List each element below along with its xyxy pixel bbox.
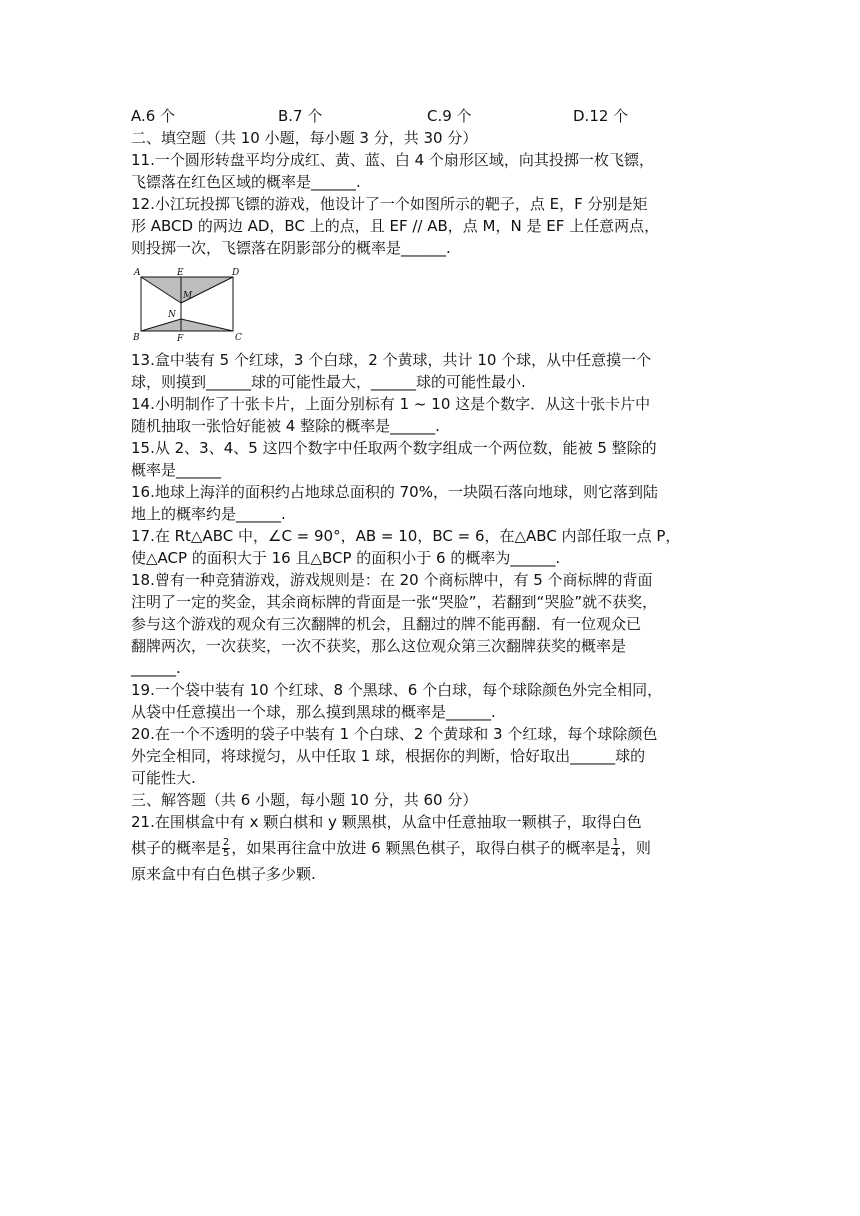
q17-line: 17.在 Rt△ABC 中，∠C = 90°，AB = 10，BC = 6，在△ABC 内部任取一点 P，	[131, 527, 681, 545]
q17-line: 使△ACP 的面积大于 16 且△BCP 的面积小于 6 的概率为______.	[131, 549, 561, 567]
fraction-two-fifths	[222, 838, 230, 859]
section2-heading: 二、填空题（共 10 小题，每小题 3 分，共 30 分）	[131, 129, 478, 147]
q21-line	[131, 833, 731, 863]
question-20	[131, 723, 731, 789]
question-18	[131, 569, 731, 679]
q20-line: 可能性大.	[131, 769, 196, 787]
q21-text: ，如果再往盒中放进 6 颗黑色棋子，取得白棋子的概率是	[231, 839, 611, 857]
fraction-numerator: 1	[612, 837, 619, 848]
answer-options	[131, 105, 731, 127]
fraction-numerator: 2	[223, 837, 230, 848]
fraction-denominator: 5	[223, 848, 230, 859]
label-b: B	[133, 333, 140, 343]
q18-line: 参与这个游戏的观众有三次翻牌的机会，且翻过的牌不能再翻．有一位观众已	[131, 615, 642, 633]
q21-line: 原来盒中有白色棋子多少颗.	[131, 865, 316, 883]
section3-heading: 三、解答题（共 6 小题，每小题 10 分，共 60 分）	[131, 791, 478, 809]
exam-content	[131, 105, 731, 885]
label-e: E	[177, 268, 184, 278]
q16-line: 16.地球上海洋的面积约占地球总面积的 70%，一块陨石落向地球，则它落到陆	[131, 483, 658, 501]
option-b: B.7 个	[278, 107, 323, 125]
question-17	[131, 525, 731, 569]
label-n: N	[168, 310, 176, 320]
dartboard-figure	[131, 267, 731, 343]
q20-line: 20.在一个不透明的袋子中装有 1 个白球、2 个黄球和 3 个红球，每个球除颜色	[131, 725, 658, 743]
label-a: A	[134, 268, 141, 278]
q14-line: 随机抽取一张恰好能被 4 整除的概率是______.	[131, 417, 440, 435]
option-c: C.9 个	[427, 107, 472, 125]
q18-line: ______.	[131, 659, 181, 677]
q11-line: 飞镖落在红色区域的概率是______.	[131, 173, 361, 191]
question-12	[131, 193, 731, 259]
q14-line: 14.小明制作了十张卡片，上面分别标有 1 ~ 10 这是个数字．从这十张卡片中	[131, 395, 651, 413]
q12-line: 形 ABCD 的两边 AD，BC 上的点，且 EF // AB，点 M，N 是 EF 上任意两点，	[131, 217, 660, 235]
q13-line: 球，则摸到______球的可能性最大，______球的可能性最小.	[131, 373, 526, 391]
q15-line: 概率是______	[131, 461, 222, 479]
q21-line: 21.在围棋盒中有 x 颗白棋和 y 颗黑棋，从盒中任意抽取一颗棋子，取得白色	[131, 813, 642, 831]
question-14	[131, 393, 731, 437]
q18-line: 翻牌两次，一次获奖，一次不获奖，那么这位观众第三次翻牌获奖的概率是	[131, 637, 627, 655]
question-19	[131, 679, 731, 723]
q19-line: 19.一个袋中装有 10 个红球、8 个黑球、6 个白球，每个球除颜色外完全相同，	[131, 681, 663, 699]
q20-line: 外完全相同，将球搅匀，从中任取 1 球，根据你的判断，恰好取出______球的	[131, 747, 646, 765]
q21-text: ，则	[620, 839, 651, 857]
q12-line: 则投掷一次，飞镖落在阴影部分的概率是______.	[131, 239, 451, 257]
q18-line: 注明了一定的奖金，其余商标牌的背面是一张“哭脸”，若翻到“哭脸”就不获奖，	[131, 593, 658, 611]
q11-line: 11.一个圆形转盘平均分成红、黄、蓝、白 4 个扇形区域，向其投掷一枚飞镖，	[131, 151, 654, 169]
option-a: A.6 个	[131, 107, 176, 125]
label-f: F	[177, 334, 184, 343]
question-13	[131, 349, 731, 393]
rectangle-diagram	[131, 267, 251, 343]
option-d: D.12 个	[573, 107, 629, 125]
q13-line: 13.盒中装有 5 个红球，3 个白球，2 个黄球，共计 10 个球，从中任意摸一个	[131, 351, 652, 369]
q21-text: 棋子的概率是	[131, 839, 222, 857]
question-16	[131, 481, 731, 525]
q18-line: 18.曾有一种竞猜游戏，游戏规则是：在 20 个商标牌中，有 5 个商标牌的背面	[131, 571, 653, 589]
q16-line: 地上的概率约是______.	[131, 505, 286, 523]
fraction-one-fourth	[611, 838, 619, 859]
q19-line: 从袋中任意摸出一个球，那么摸到黑球的概率是______.	[131, 703, 496, 721]
q12-line: 12.小江玩投掷飞镖的游戏，他设计了一个如图所示的靶子，点 E，F 分别是矩	[131, 195, 648, 213]
label-m: M	[183, 291, 193, 301]
label-c: C	[235, 333, 242, 343]
question-15	[131, 437, 731, 481]
question-11	[131, 149, 731, 193]
label-d: D	[232, 268, 240, 278]
q15-line: 15.从 2、3、4、5 这四个数字中任取两个数字组成一个两位数，能被 5 整除的	[131, 439, 657, 457]
fraction-denominator: 4	[612, 848, 619, 859]
question-21	[131, 811, 731, 885]
